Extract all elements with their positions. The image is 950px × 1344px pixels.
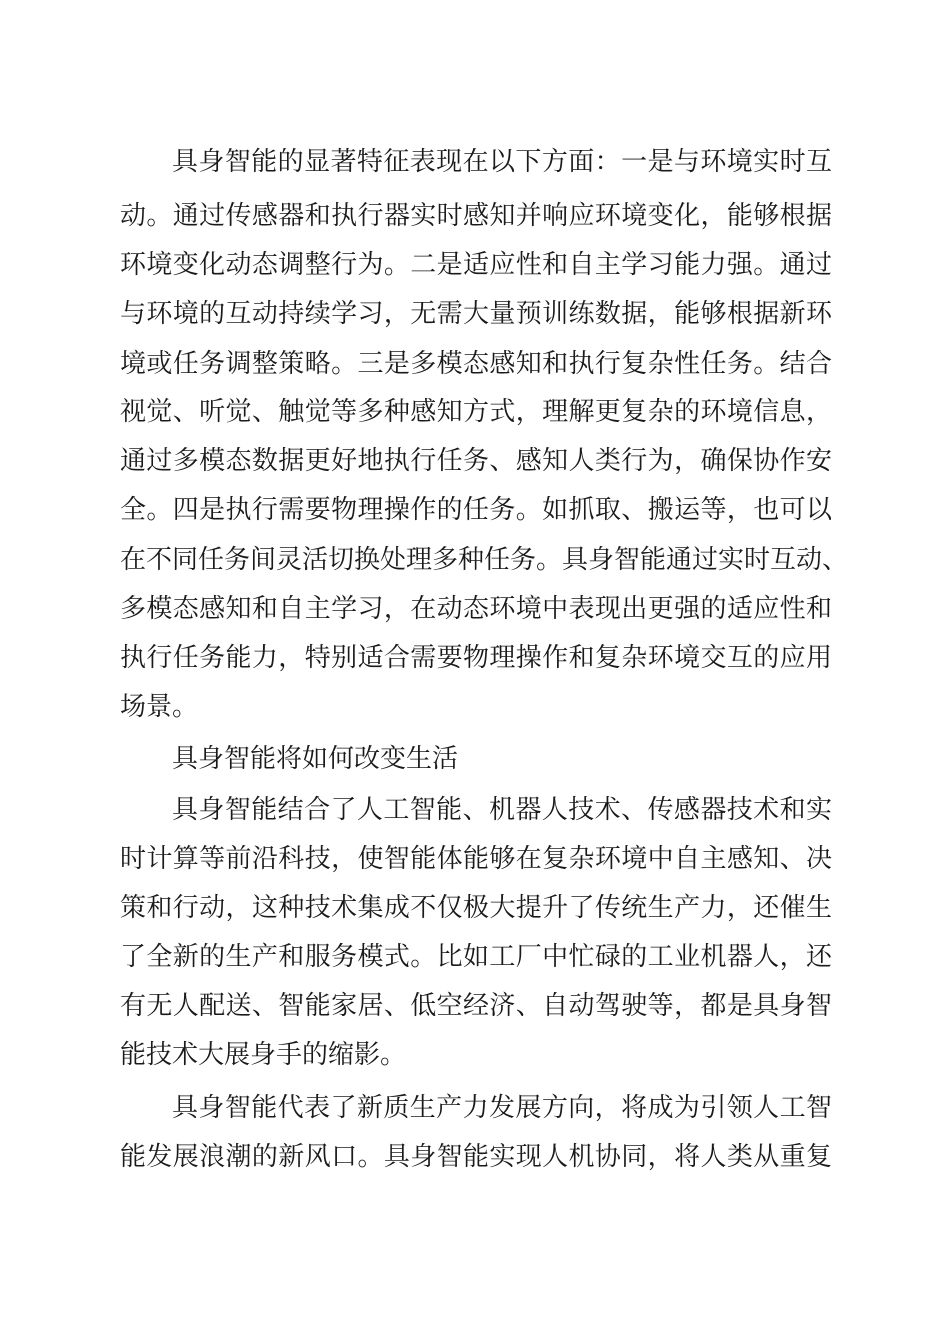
paragraph-line: 动。通过传感器和执行器实时感知并响应环境变化，能够根据 [120, 201, 832, 231]
paragraph-line: 在不同任务间灵活切换处理多种任务。具身智能通过实时互动、 [120, 545, 849, 575]
paragraph-line: 视觉、听觉、触觉等多种感知方式，理解更复杂的环境信息， [120, 397, 832, 427]
paragraph-line: 策和行动，这种技术集成不仅极大提升了传统生产力，还催生 [120, 893, 832, 923]
section-heading: 具身智能将如何改变生活 [172, 744, 459, 774]
paragraph-line: 具身智能结合了人工智能、机器人技术、传感器技术和实 [172, 795, 832, 825]
paragraph-line: 时计算等前沿科技，使智能体能够在复杂环境中自主感知、决 [120, 844, 832, 874]
paragraph-line: 了全新的生产和服务模式。比如工厂中忙碌的工业机器人，还 [120, 942, 832, 972]
paragraph-line: 境或任务调整策略。三是多模态感知和执行复杂性任务。结合 [120, 349, 832, 379]
paragraph-line: 全。四是执行需要物理操作的任务。如抓取、搬运等，也可以 [120, 495, 832, 525]
paragraph-line: 与环境的互动持续学习，无需大量预训练数据，能够根据新环 [120, 299, 832, 329]
paragraph-line: 能技术大展身手的缩影。 [120, 1040, 407, 1070]
paragraph-line: 多模态感知和自主学习，在动态环境中表现出更强的适应性和 [120, 594, 832, 624]
paragraph-line: 场景。 [120, 692, 199, 722]
paragraph-line: 具身智能的显著特征表现在以下方面：一是与环境实时互 [172, 147, 832, 177]
paragraph-line: 能发展浪潮的新风口。具身智能实现人机协同，将人类从重复 [120, 1142, 832, 1172]
paragraph-line: 具身智能代表了新质生产力发展方向，将成为引领人工智 [172, 1093, 832, 1123]
paragraph-line: 环境变化动态调整行为。二是适应性和自主学习能力强。通过 [120, 250, 832, 280]
paragraph-line: 通过多模态数据更好地执行任务、感知人类行为，确保协作安 [120, 446, 832, 476]
paragraph-line: 执行任务能力，特别适合需要物理操作和复杂环境交互的应用 [120, 643, 832, 673]
paragraph-line: 有无人配送、智能家居、低空经济、自动驾驶等，都是具身智 [120, 991, 832, 1021]
